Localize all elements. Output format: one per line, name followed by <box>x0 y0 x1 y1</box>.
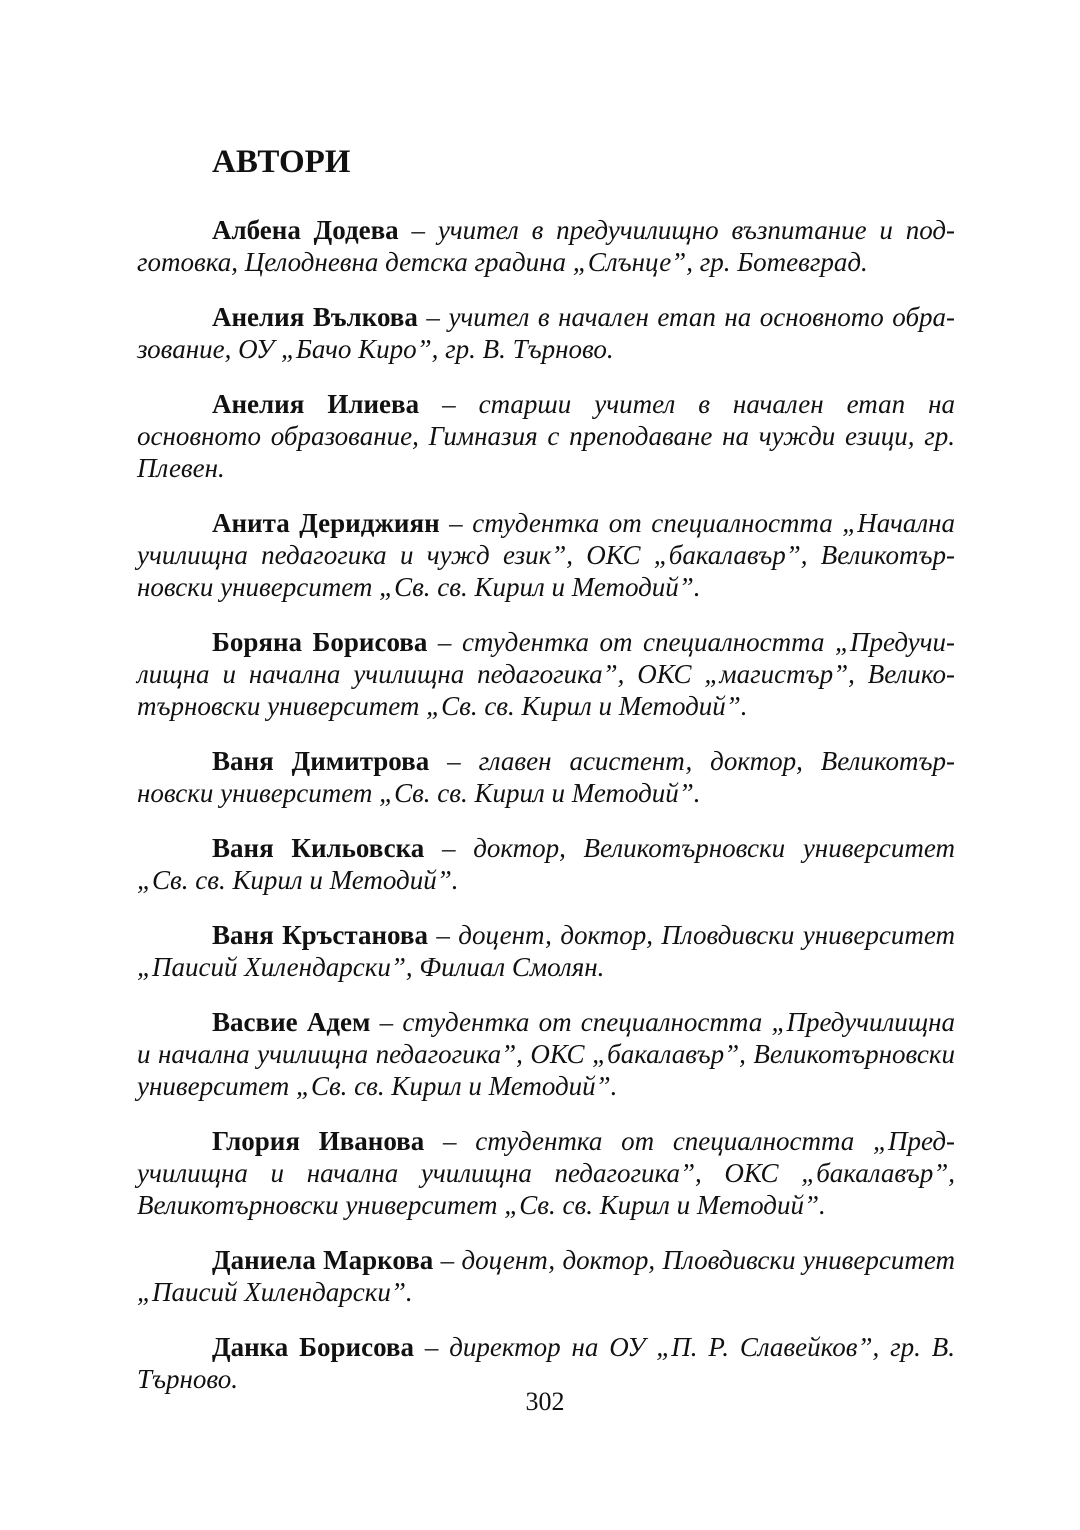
author-name: Васвие Адем <box>212 1007 371 1037</box>
author-entry <box>137 1006 955 1102</box>
author-description: студентка от специалността „Начална училищна педагогика и чужд език”, ОКС „бакалавър”, Великотърновски университет „Св. св. Кирил и Методий”. <box>137 508 955 602</box>
author-name: Даниела Маркова <box>212 1245 434 1275</box>
author-name: Ваня Кильовска <box>212 833 425 863</box>
author-description: доцент, доктор, Пловдивски университет „Паисий Хилендарски”, Филиал Смолян. <box>137 920 955 982</box>
author-description: студентка от специалността „Предучилищна и начална училищна педагогика”, ОКС „бакалавър”, Великотърновски университет „Св. св. Кирил и Методий”. <box>137 1126 956 1220</box>
author-description: директор на ОУ „П. Р. Славейков”, гр. В. Търново. <box>137 1332 955 1394</box>
author-description: главен асистент, доктор, Великотърновски университет „Св. св. Кирил и Методий”. <box>137 746 955 808</box>
author-description: старши учител в начален етап на основното образование, Гимназия с преподаване на чужди езици, гр. Плевен. <box>137 389 956 483</box>
author-description: студентка от специалността „Предучилищна и начална училищна педагогика”, ОКС „бакалавър”, Великотърновски университет „Св. св. Кирил и Методий”. <box>137 1007 955 1101</box>
separator: – <box>424 1126 476 1156</box>
author-description: учител в начален етап на основното образование, ОУ „Бачо Киро”, гр. В. Търново. <box>137 302 956 364</box>
separator: – <box>429 746 479 776</box>
separator: – <box>427 627 462 657</box>
author-name: Албена Додева <box>212 215 399 245</box>
author-name: Ваня Кръстанова <box>212 920 428 950</box>
separator: – <box>370 1007 403 1037</box>
author-entry <box>137 745 955 809</box>
separator: – <box>424 833 474 863</box>
author-description: учител в предучилищно възпитание и подготовка, Целодневна детска градина „Слънце”, гр. Ботевград. <box>137 215 956 277</box>
separator: – <box>433 1245 462 1275</box>
separator: – <box>398 215 438 245</box>
separator: – <box>419 389 479 419</box>
author-entry <box>137 1331 955 1395</box>
author-entry <box>137 832 955 896</box>
page-title: АВТОРИ <box>212 144 351 180</box>
author-entry <box>137 388 955 484</box>
page-number: 302 <box>525 1387 565 1416</box>
author-list <box>137 214 955 1418</box>
separator: – <box>439 508 473 538</box>
author-name: Ваня Димитрова <box>212 746 430 776</box>
author-description: доцент, доктор, Пловдивски университет „Паисий Хилендарски”. <box>137 1245 955 1307</box>
author-name: Глория Иванова <box>212 1126 425 1156</box>
author-name: Анелия Илиева <box>212 389 420 419</box>
author-entry <box>137 1125 955 1221</box>
separator: – <box>413 1332 450 1362</box>
separator: – <box>427 920 459 950</box>
author-entry <box>137 507 955 603</box>
author-description: студентка от специалността „Предучилищна и начална училищна педагогика”, ОКС „магистър”, Великотърновски университет „Св. св. Кирил и Методий”. <box>137 627 955 721</box>
author-name: Анелия Вълкова <box>212 302 418 332</box>
author-entry <box>137 626 955 722</box>
author-description: доктор, Великотърновски университет „Св. св. Кирил и Методий”. <box>137 833 956 895</box>
separator: – <box>417 302 449 332</box>
author-entry <box>137 214 955 278</box>
author-entry <box>137 1244 955 1308</box>
author-name: Данка Борисова <box>212 1332 414 1362</box>
author-name: Анита Дериджиян <box>212 508 440 538</box>
author-name: Боряна Борисова <box>212 627 428 657</box>
author-entry <box>137 301 955 365</box>
author-entry <box>137 919 955 983</box>
